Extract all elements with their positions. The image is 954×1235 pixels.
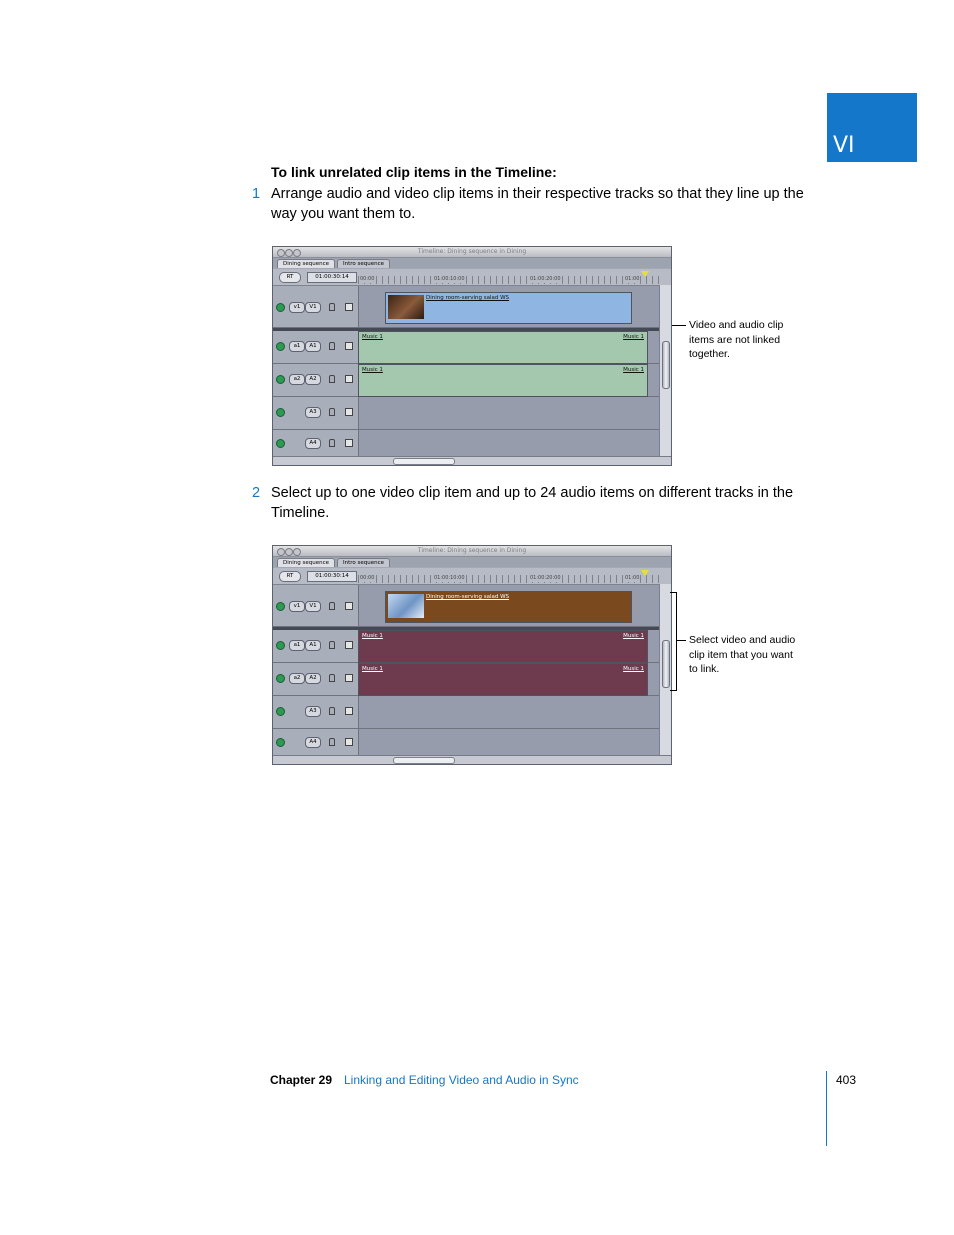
- vertical-scrollbar[interactable]: [659, 285, 671, 457]
- clip-thumbnail: [388, 594, 424, 618]
- auto-select-icon[interactable]: [345, 303, 353, 311]
- clip-label: Music 1: [623, 367, 644, 373]
- speaker-icon[interactable]: [276, 342, 285, 351]
- timeline-window-selected: [272, 545, 672, 765]
- footer-chapter-title: Linking and Editing Video and Audio in Sync: [344, 1073, 579, 1087]
- speaker-icon[interactable]: [276, 375, 285, 384]
- tab-dining-sequence[interactable]: Dining sequence: [277, 558, 335, 567]
- lock-icon[interactable]: [329, 738, 335, 746]
- audio-track-a3: [273, 696, 659, 729]
- video-track-v1: [273, 585, 659, 627]
- footer-divider: [826, 1071, 827, 1146]
- lock-icon[interactable]: [329, 375, 335, 383]
- dest-control[interactable]: V1: [305, 302, 321, 313]
- dest-control[interactable]: A1: [305, 341, 321, 352]
- auto-select-icon[interactable]: [345, 641, 353, 649]
- clip-label: Music 1: [623, 633, 644, 639]
- step-number: 2: [252, 485, 261, 501]
- tab-intro-sequence[interactable]: Intro sequence: [337, 558, 390, 567]
- speaker-icon[interactable]: [276, 707, 285, 716]
- source-control[interactable]: a1: [289, 640, 305, 651]
- track-header: [273, 663, 359, 695]
- auto-select-icon[interactable]: [345, 439, 353, 447]
- clip-label: Dining room-serving salad WS: [426, 594, 510, 600]
- page-number: 403: [836, 1073, 857, 1087]
- ruler-label: 00:00: [360, 276, 375, 282]
- dest-control[interactable]: A3: [305, 706, 321, 717]
- callout-bracket: [670, 592, 677, 691]
- auto-select-icon[interactable]: [345, 674, 353, 682]
- auto-select-icon[interactable]: [345, 408, 353, 416]
- scroll-thumb[interactable]: [662, 640, 670, 688]
- clip-thumbnail: [388, 295, 424, 319]
- scroll-thumb[interactable]: [393, 458, 455, 465]
- timeline-controls: [273, 269, 671, 286]
- clip-label: Music 1: [623, 334, 644, 340]
- audio-track-a4: [273, 430, 659, 457]
- lock-icon[interactable]: [329, 342, 335, 350]
- clip-label: Music 1: [362, 367, 383, 373]
- clip-label: Music 1: [362, 334, 383, 340]
- tab-intro-sequence[interactable]: Intro sequence: [337, 259, 390, 268]
- dest-control[interactable]: V1: [305, 601, 321, 612]
- source-control[interactable]: a2: [289, 374, 305, 385]
- ruler-label: 01:00:20:00: [530, 276, 561, 282]
- track-header: [273, 430, 359, 456]
- dest-control[interactable]: A2: [305, 374, 321, 385]
- track-header: [273, 696, 359, 728]
- part-tab-label: VI: [833, 133, 855, 158]
- auto-select-icon[interactable]: [345, 602, 353, 610]
- callout-text: Video and audio clip items are not linked together.: [689, 319, 784, 360]
- dest-control[interactable]: A2: [305, 673, 321, 684]
- audio-track-a3: [273, 397, 659, 430]
- audio-clip[interactable]: [358, 364, 648, 397]
- speaker-icon[interactable]: [276, 439, 285, 448]
- lock-icon[interactable]: [329, 641, 335, 649]
- footer-chapter: Chapter 29: [270, 1073, 333, 1087]
- step-2: [252, 483, 811, 523]
- lock-icon[interactable]: [329, 674, 335, 682]
- auto-select-icon[interactable]: [345, 707, 353, 715]
- audio-track-a2: [273, 364, 659, 397]
- track-header: [273, 331, 359, 363]
- speaker-icon[interactable]: [276, 738, 285, 747]
- clip-label: Music 1: [362, 633, 383, 639]
- speaker-icon[interactable]: [276, 408, 285, 417]
- lock-icon[interactable]: [329, 408, 335, 416]
- ruler-label: 01:00:10:00: [434, 575, 465, 581]
- lock-icon[interactable]: [329, 602, 335, 610]
- dest-control[interactable]: A3: [305, 407, 321, 418]
- scroll-thumb[interactable]: [393, 757, 455, 764]
- video-clip[interactable]: [385, 591, 632, 623]
- source-control[interactable]: a1: [289, 341, 305, 352]
- time-ruler[interactable]: [358, 276, 661, 284]
- track-header: [273, 397, 359, 429]
- procedure-heading: To link unrelated clip items in the Timeline:: [271, 164, 557, 180]
- ruler-label: 01:00: [625, 276, 640, 282]
- timeline-window-unlinked: [272, 246, 672, 466]
- scroll-thumb[interactable]: [662, 341, 670, 389]
- track-header: [273, 364, 359, 396]
- video-track-v1: [273, 286, 659, 328]
- source-control[interactable]: v1: [289, 302, 305, 313]
- auto-select-icon[interactable]: [345, 342, 353, 350]
- rt-popup-button[interactable]: RT: [279, 272, 301, 283]
- callout-line: [677, 640, 686, 641]
- audio-clip[interactable]: [358, 663, 648, 696]
- part-tab: [827, 93, 917, 162]
- callout-text: Select video and audio clip item that you want to link.: [689, 634, 796, 675]
- track-visibility-icon[interactable]: [276, 602, 285, 611]
- audio-clip[interactable]: [358, 331, 648, 364]
- timeline-controls: [273, 568, 671, 585]
- clip-label: Music 1: [362, 666, 383, 672]
- timecode-field[interactable]: 01:00:30:14: [307, 272, 357, 283]
- audio-track-a2: [273, 663, 659, 696]
- window-titlebar: [273, 546, 671, 557]
- audio-track-a4: [273, 729, 659, 756]
- track-header: [273, 630, 359, 662]
- lock-icon[interactable]: [329, 707, 335, 715]
- video-clip[interactable]: [385, 292, 632, 324]
- source-control[interactable]: v1: [289, 601, 305, 612]
- ruler-label: 01:00:20:00: [530, 575, 561, 581]
- playhead-icon[interactable]: [641, 271, 649, 277]
- track-visibility-icon[interactable]: [276, 303, 285, 312]
- audio-track-a1: [273, 630, 659, 663]
- sequence-tabs: [273, 557, 671, 567]
- tab-dining-sequence[interactable]: Dining sequence: [277, 259, 335, 268]
- track-header: [273, 286, 359, 327]
- playhead-icon[interactable]: [641, 570, 649, 576]
- dest-control[interactable]: A1: [305, 640, 321, 651]
- ruler-label: 00:00: [360, 575, 375, 581]
- auto-select-icon[interactable]: [345, 738, 353, 746]
- window-title: Timeline: Dining sequence in Dining: [417, 547, 527, 554]
- auto-select-icon[interactable]: [345, 375, 353, 383]
- step-text: Select up to one video clip item and up to 24 audio items on different tracks in the Timeline.: [271, 485, 794, 521]
- lock-icon[interactable]: [329, 439, 335, 447]
- dest-control[interactable]: A4: [305, 737, 321, 748]
- track-header: [273, 585, 359, 626]
- step-text: Arrange audio and video clip items in their respective tracks so that they line up the way you want them to.: [271, 186, 804, 222]
- ruler-label: 01:00: [625, 575, 640, 581]
- source-control[interactable]: a2: [289, 673, 305, 684]
- window-title: Timeline: Dining sequence in Dining: [417, 248, 527, 255]
- time-ruler[interactable]: [358, 575, 661, 583]
- step-number: 1: [252, 186, 261, 202]
- horizontal-scrollbar[interactable]: [273, 755, 671, 764]
- horizontal-scrollbar[interactable]: [273, 456, 671, 465]
- dest-control[interactable]: A4: [305, 438, 321, 449]
- lock-icon[interactable]: [329, 303, 335, 311]
- clip-label: Music 1: [623, 666, 644, 672]
- audio-clip[interactable]: [358, 630, 648, 663]
- clip-label: Dining room-serving salad WS: [426, 295, 510, 301]
- rt-popup-button[interactable]: RT: [279, 571, 301, 582]
- sequence-tabs: [273, 258, 671, 268]
- step-1: [252, 184, 811, 224]
- callout-line: [672, 325, 686, 326]
- timecode-field[interactable]: 01:00:30:14: [307, 571, 357, 582]
- speaker-icon[interactable]: [276, 641, 285, 650]
- window-titlebar: [273, 247, 671, 258]
- audio-track-a1: [273, 331, 659, 364]
- speaker-icon[interactable]: [276, 674, 285, 683]
- track-header: [273, 729, 359, 755]
- ruler-label: 01:00:10:00: [434, 276, 465, 282]
